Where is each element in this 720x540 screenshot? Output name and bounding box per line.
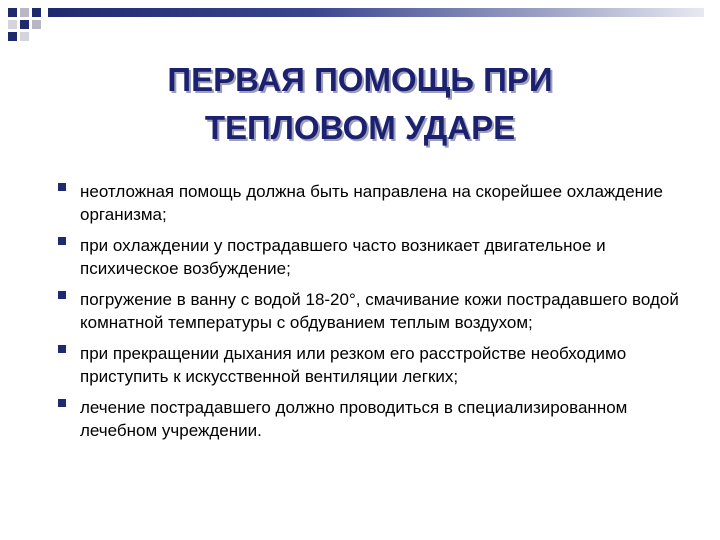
bullet-text: при охлаждении у пострадавшего часто возникает двигательное и психическое возбуждение; [80, 236, 606, 278]
bullet-text: лечение пострадавшего должно проводиться в специализированном лечебном учреждении. [80, 398, 628, 440]
decor-square [20, 32, 29, 41]
decor-square [20, 8, 29, 17]
title-line-1: ПЕРВАЯ ПОМОЩЬ ПРИ [167, 61, 553, 98]
decor-square [20, 20, 29, 29]
list-item [56, 288, 696, 334]
bullet-text: при прекращении дыхания или резком его расстройстве необходимо приступить к искусственной вентиляции легких; [80, 344, 627, 386]
bullet-list [56, 180, 696, 450]
square-bullet-icon [58, 237, 66, 245]
decor-square [32, 8, 41, 17]
list-item [56, 180, 696, 226]
list-item [56, 396, 696, 442]
square-bullet-icon [58, 345, 66, 353]
list-item [56, 234, 696, 280]
header-gradient-bar [48, 8, 704, 17]
list-item [56, 342, 696, 388]
decor-square [8, 8, 17, 17]
decor-square [32, 20, 41, 29]
decor-square [8, 20, 17, 29]
bullet-text: погружение в ванну с водой 18-20°, смачивание кожи пострадавшего водой комнатной температуры с обдуванием теплым воздухом; [80, 290, 679, 332]
slide-title [0, 56, 720, 152]
bullet-text: неотложная помощь должна быть направлена на скорейшее охлаждение организма; [80, 182, 663, 224]
square-bullet-icon [58, 183, 66, 191]
decor-square [8, 32, 17, 41]
square-bullet-icon [58, 291, 66, 299]
title-line-2: ТЕПЛОВОМ УДАРЕ [204, 109, 516, 146]
square-bullet-icon [58, 399, 66, 407]
